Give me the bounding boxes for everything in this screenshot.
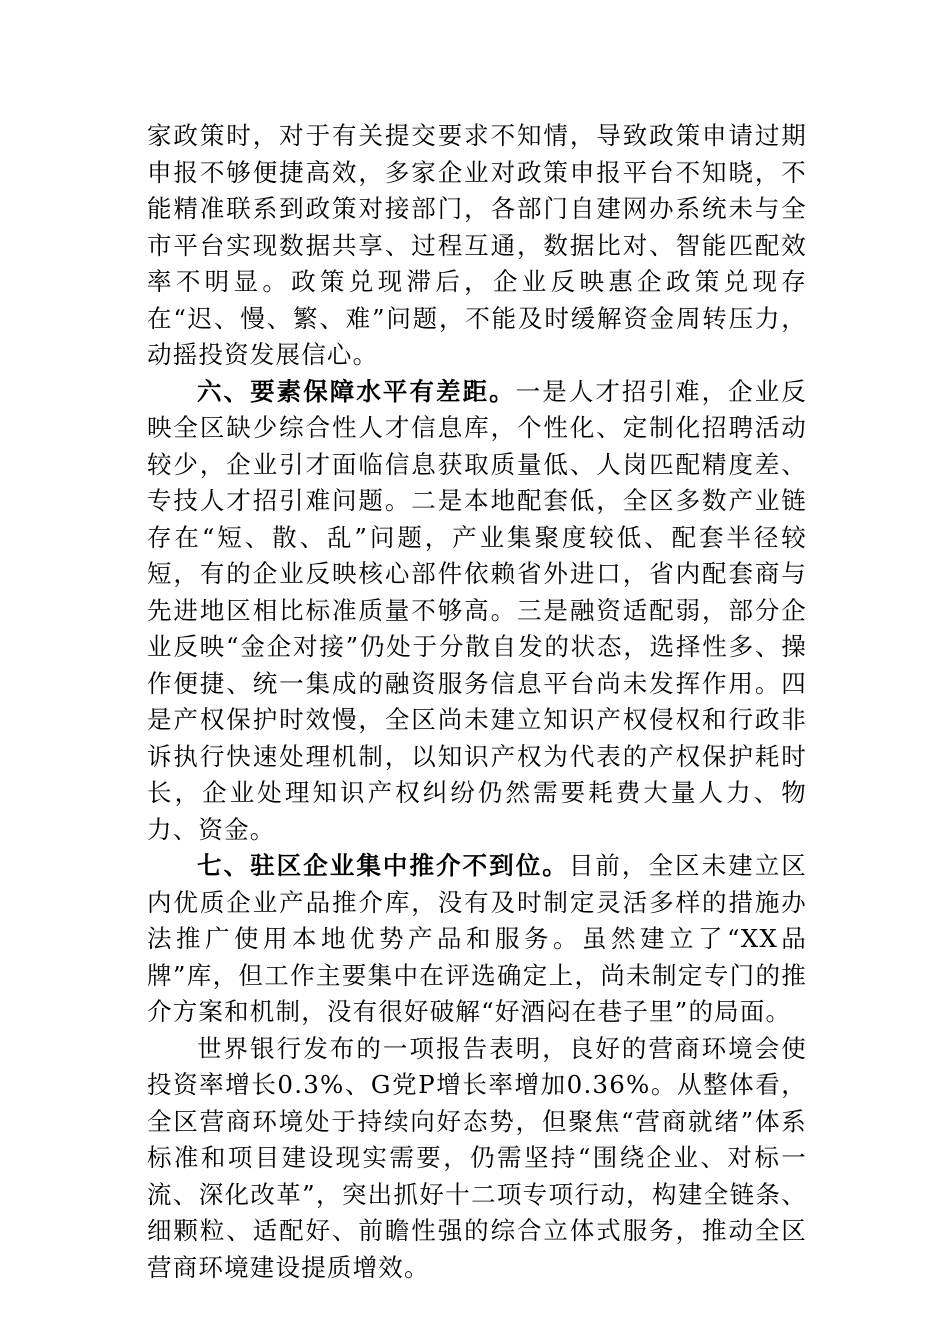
section-seven-heading: 七、驻区企业集中推介不到位。: [197, 851, 569, 880]
section-six-heading: 六、要素保障水平有差距。: [197, 376, 516, 406]
paragraph-conclusion: [147, 1031, 807, 1287]
paragraph-continuation: [147, 118, 807, 374]
paragraph-text: 一是人才招引难，企业反映全区缺少综合性人才信息库，个性化、定制化招聘活动较少，企业引才面临信息获取质量低、人岗匹配精度差、专技人才招引难问题。二是本地配套低，全区多数产业链存在“短、散、乱”问题，产业集聚度较低、配套半径较短，有的企业反映核心部件依赖省外进口，省内配套商与先进地区相比标准质量不够高。三是融资适配弱，部分企业反映“金企对接”仍处于分散自发的状态，选择性多、操作便捷、统一集成的融资服务信息平台尚未发挥作用。四是产权保护时效慢，全区尚未建立知识产权侵权和行政非诉执行快速处理机制，以知识产权为代表的产权保护耗时长，企业处理知识产权纠纷仍然需要耗费大量人力、物力、资金。: [147, 376, 807, 844]
paragraph-section-six: [147, 374, 807, 849]
document-body: [147, 118, 807, 1286]
paragraph-text: 家政策时，对于有关提交要求不知情，导致政策申请过期申报不够便捷高效，多家企业对政策申报平台不知晓，不能精准联系到政策对接部门，各部门自建网办系统未与全市平台实现数据共享、过程互通，数据比对、智能匹配效率不明显。政策兑现滞后，企业反映惠企政策兑现存在“迟、慢、繁、难”问题，不能及时缓解资金周转压力，动摇投资发展信心。: [147, 121, 807, 369]
paragraph-text: 目前，全区未建立区内优质企业产品推介库，没有及时制定灵活多样的措施办法推广使用本地优势产品和服务。虽然建立了“XX品牌”库，但工作主要集中在评选确定上，尚未制定专门的推介方案和机制，没有很好破解“好酒闷在巷子里”的局面。: [147, 851, 807, 1026]
paragraph-text: 世界银行发布的一项报告表明，良好的营商环境会使投资率增长0.3%、G党P增长率增加0.36%。从整体看，全区营商环境处于持续向好态势，但聚焦“营商就绪”体系标准和项目建设现实需要，仍需坚持“围绕企业、对标一流、深化改革”，突出抓好十二项专项行动，构建全链条、细颗粒、适配好、前瞻性强的综合立体式服务，推动全区营商环境建设提质增效。: [147, 1033, 807, 1282]
paragraph-section-seven: [147, 848, 807, 1031]
